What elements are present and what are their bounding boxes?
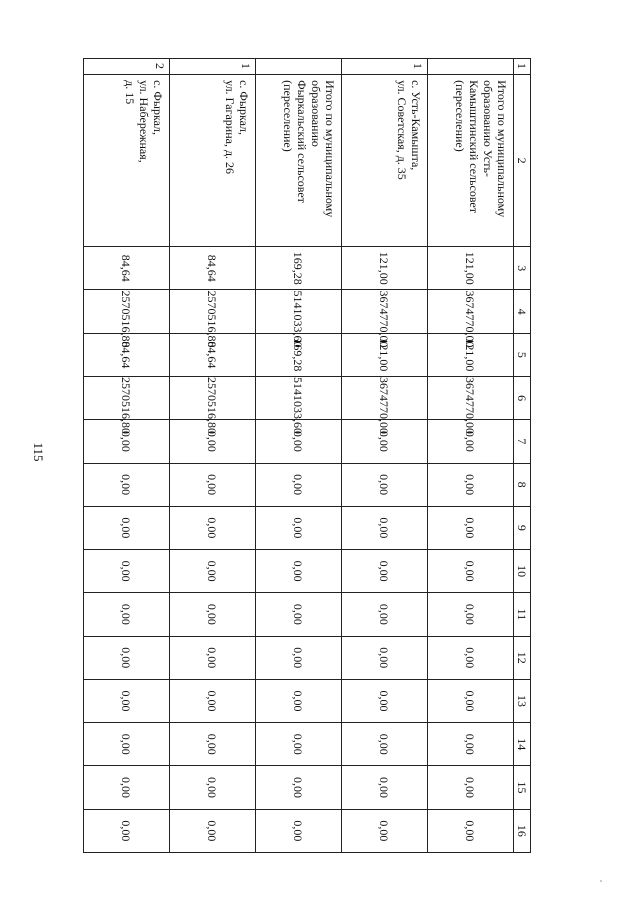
value-cell: 0,00 — [342, 766, 428, 809]
value-cell: 3674770,00 — [342, 290, 428, 333]
value-cell: 0,00 — [342, 636, 428, 679]
rotated-table-wrapper — [84, 58, 531, 853]
value-cell: 0,00 — [256, 766, 342, 809]
row-index: 1 — [342, 59, 428, 75]
value-cell: 0,00 — [170, 550, 256, 593]
value-cell: 0,00 — [428, 679, 514, 722]
column-number: 13 — [514, 679, 531, 722]
value-cell: 0,00 — [170, 420, 256, 463]
row-name: Итого по муниципальному образованию Фыркальский сельсовет (переселение) — [281, 80, 337, 218]
value-cell: 0,00 — [84, 766, 170, 809]
value-cell: 0,00 — [428, 723, 514, 766]
value-cell: 2570516,80 — [84, 290, 170, 333]
value-cell: 0,00 — [256, 723, 342, 766]
value-cell: 0,00 — [170, 593, 256, 636]
column-number: 4 — [514, 290, 531, 333]
value-cell: 0,00 — [428, 809, 514, 852]
value-cell: 0,00 — [170, 766, 256, 809]
value-cell: 3674770,00 — [428, 290, 514, 333]
column-number: 8 — [514, 463, 531, 506]
value-cell: 3674770,00 — [342, 376, 428, 419]
value-cell: 121,00 — [342, 333, 428, 376]
column-number: 10 — [514, 550, 531, 593]
value-cell: 84,64 — [84, 247, 170, 290]
value-cell: 0,00 — [84, 636, 170, 679]
column-number-row — [514, 59, 531, 853]
value-cell: 0,00 — [342, 463, 428, 506]
value-cell: 0,00 — [428, 636, 514, 679]
value-cell: 169,28 — [256, 333, 342, 376]
column-number: 9 — [514, 506, 531, 549]
column-number: 11 — [514, 593, 531, 636]
table-row — [428, 59, 514, 853]
value-cell: 0,00 — [84, 809, 170, 852]
value-cell: 0,00 — [84, 723, 170, 766]
row-index: 1 — [170, 59, 256, 75]
value-cell: 2570516,80 — [84, 376, 170, 419]
row-index — [428, 59, 514, 75]
value-cell: 0,00 — [256, 463, 342, 506]
value-cell: 0,00 — [84, 679, 170, 722]
value-cell: 121,00 — [428, 333, 514, 376]
value-cell: 0,00 — [428, 506, 514, 549]
value-cell: 0,00 — [428, 766, 514, 809]
value-cell: 0,00 — [342, 593, 428, 636]
value-cell: 84,64 — [170, 247, 256, 290]
value-cell: 5141033,60 — [256, 290, 342, 333]
value-cell: 0,00 — [84, 550, 170, 593]
table-row — [256, 59, 342, 853]
row-name: Итого по муниципальному образованию Усть- Камыштинский сельсовет (переселение) — [453, 80, 509, 218]
value-cell: 0,00 — [170, 636, 256, 679]
row-name-cell — [342, 75, 428, 247]
value-cell: 121,00 — [342, 247, 428, 290]
value-cell: 2570516,80 — [170, 290, 256, 333]
value-cell: 0,00 — [428, 593, 514, 636]
value-cell: 0,00 — [84, 593, 170, 636]
table-row — [84, 59, 170, 853]
value-cell: 0,00 — [84, 463, 170, 506]
column-number: 6 — [514, 376, 531, 419]
row-name-cell — [428, 75, 514, 247]
value-cell: 0,00 — [342, 420, 428, 463]
row-index: 2 — [84, 59, 170, 75]
value-cell: 5141033,60 — [256, 376, 342, 419]
value-cell: 0,00 — [170, 679, 256, 722]
page-number: 115 — [31, 442, 46, 462]
value-cell: 84,64 — [84, 333, 170, 376]
column-number: 5 — [514, 333, 531, 376]
value-cell: 0,00 — [256, 550, 342, 593]
row-name-cell — [170, 75, 256, 247]
row-name: с. Усть-Камышта, ул. Советская, д. 35 — [395, 80, 423, 180]
scan-speck — [600, 880, 602, 882]
value-cell: 0,00 — [256, 809, 342, 852]
value-cell: 0,00 — [84, 420, 170, 463]
column-number: 15 — [514, 766, 531, 809]
row-index — [256, 59, 342, 75]
table-rotator — [84, 58, 531, 853]
value-cell: 0,00 — [342, 550, 428, 593]
column-number: 14 — [514, 723, 531, 766]
value-cell: 0,00 — [170, 723, 256, 766]
value-cell: 0,00 — [428, 550, 514, 593]
housing-relocation-table — [83, 58, 531, 853]
value-cell: 0,00 — [256, 679, 342, 722]
value-cell: 169,28 — [256, 247, 342, 290]
column-number: 2 — [514, 75, 531, 247]
value-cell: 0,00 — [342, 723, 428, 766]
table-row — [170, 59, 256, 853]
value-cell: 0,00 — [170, 506, 256, 549]
value-cell: 3674770,00 — [428, 376, 514, 419]
row-name-cell — [84, 75, 170, 247]
value-cell: 0,00 — [256, 636, 342, 679]
value-cell: 0,00 — [256, 506, 342, 549]
column-number: 16 — [514, 809, 531, 852]
column-number: 3 — [514, 247, 531, 290]
value-cell: 121,00 — [428, 247, 514, 290]
value-cell: 0,00 — [84, 506, 170, 549]
column-number: 1 — [514, 59, 531, 75]
value-cell: 0,00 — [342, 679, 428, 722]
value-cell: 0,00 — [170, 463, 256, 506]
row-name: с. Фыркал, ул. Гагарина, д. 26 — [223, 80, 251, 175]
value-cell: 0,00 — [428, 463, 514, 506]
value-cell: 0,00 — [342, 506, 428, 549]
column-number: 7 — [514, 420, 531, 463]
value-cell: 2570516,80 — [170, 376, 256, 419]
value-cell: 0,00 — [342, 809, 428, 852]
value-cell: 0,00 — [256, 420, 342, 463]
row-name-cell — [256, 75, 342, 247]
value-cell: 0,00 — [256, 593, 342, 636]
value-cell: 0,00 — [428, 420, 514, 463]
value-cell: 84,64 — [170, 333, 256, 376]
table-row — [342, 59, 428, 853]
row-name: с. Фыркал, ул. Набережная, д. 15 — [123, 80, 165, 163]
column-number: 12 — [514, 636, 531, 679]
value-cell: 0,00 — [170, 809, 256, 852]
